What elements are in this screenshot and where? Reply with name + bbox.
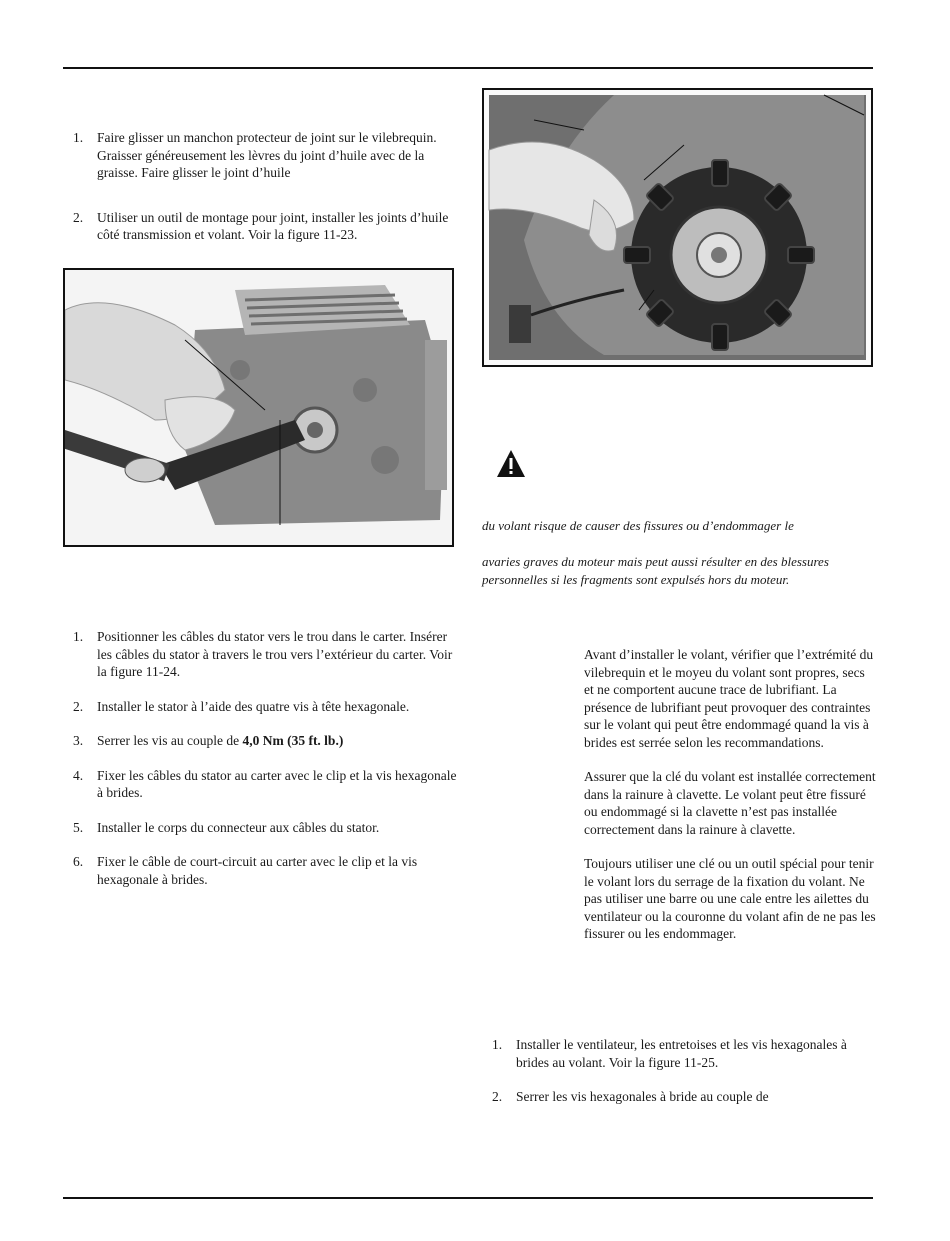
list-item (63, 628, 458, 681)
torque-value: 4,0 Nm (35 ft. lb.) (242, 733, 344, 748)
step-text: Installer le corps du connecteur aux câbles du stator. (97, 819, 380, 835)
step-text: Serrer les vis hexagonales à bride au couple de (516, 1089, 769, 1104)
header-rule (63, 67, 873, 69)
list-item (63, 853, 458, 888)
note-paragraph: Toujours utiliser une clé ou un outil spécial pour tenir le volant lors du serrage de la fixation du volant. Ne pas utiliser une barre ou une cale entre les ailettes du ventilateur ou la couronne du volant afin de ne pas les fissurer ou les endommager. (584, 856, 876, 941)
step-text: Serrer les vis au couple de (97, 733, 243, 748)
list-item (482, 1036, 877, 1071)
note-paragraph: Assurer que la clé du volant est installée correctement dans la rainure à clavette. Le volant peut être fissuré ou endommagé si la clavette n’est pas installée correctement dans la rainure à clavette. (584, 769, 876, 837)
list-item (63, 698, 458, 716)
flywheel-steps (482, 1036, 877, 1106)
list-item (63, 819, 458, 837)
stator-steps (63, 628, 458, 888)
warning-text-line3: personnelles si les fragments sont expulsés hors du moteur. (482, 572, 790, 587)
step-text: Faire glisser un manchon protecteur de joint sur le vilebrequin. Graisser généreusement les lèvres du joint d’huile avec de la graisse. Faire glisser le joint d’huile (97, 130, 437, 180)
engine-illustration (65, 270, 452, 545)
stator-installation-photo (482, 88, 873, 367)
note-paragraph: Avant d’installer le volant, vérifier que l’extrémité du vilebrequin et le moyeu du volant sont propres, secs et ne comportent aucune trace de lubrifiant. La présence de lubrifiant peut provoquer des contraintes sur le volant qui peut être endommagé quand la vis à brides est serrée selon les recommandations. (584, 647, 874, 750)
warning-triangle-icon (495, 448, 527, 480)
footer-rule (63, 1197, 873, 1199)
oil-seal-steps (63, 129, 458, 244)
step-text: Positionner les câbles du stator vers le trou dans le carter. Insérer les câbles du stator à travers le trou vers l’extérieur du carter. Voir la figure 11-24. (97, 629, 453, 679)
list-item (482, 1088, 877, 1106)
flywheel-notes (584, 646, 876, 960)
engine-oil-seal-photo (63, 268, 454, 547)
step-number: 5. (73, 819, 84, 835)
stator-illustration (484, 90, 871, 365)
step-number: 2. (73, 698, 84, 714)
step-text: Fixer le câble de court-circuit au carter avec le clip et la vis hexagonale à brides. (97, 854, 418, 887)
step-number: 4. (73, 767, 84, 783)
step-text: Fixer les câbles du stator au carter avec le clip et la vis hexagonale à brides. (97, 767, 457, 800)
list-item (63, 209, 458, 244)
step-text: Utiliser un outil de montage pour joint, installer les joints d’huile côté transmission et volant. Voir la figure 11-23. (97, 209, 449, 242)
warning-text-line1: du volant risque de causer des fissures ou d’endommager le (482, 518, 794, 533)
step-number: 2. (492, 1089, 503, 1104)
list-item (63, 767, 458, 802)
step-number: 1. (492, 1037, 503, 1052)
list-item (63, 732, 458, 750)
list-item (63, 129, 458, 182)
step-number: 6. (73, 854, 84, 869)
step-text: Installer le ventilateur, les entretoises et les vis hexagonales à brides au volant. Voir la figure 11-25. (516, 1037, 847, 1070)
step-text: Installer le stator à l’aide des quatre vis à tête hexagonale. (97, 698, 410, 714)
warning-text-line2: avaries graves du moteur mais peut aussi résulter en des blessures (482, 554, 829, 569)
step-number: 3. (73, 733, 84, 748)
step-number: 2. (73, 209, 84, 225)
step-number: 1. (73, 130, 84, 145)
step-number: 1. (73, 629, 84, 644)
